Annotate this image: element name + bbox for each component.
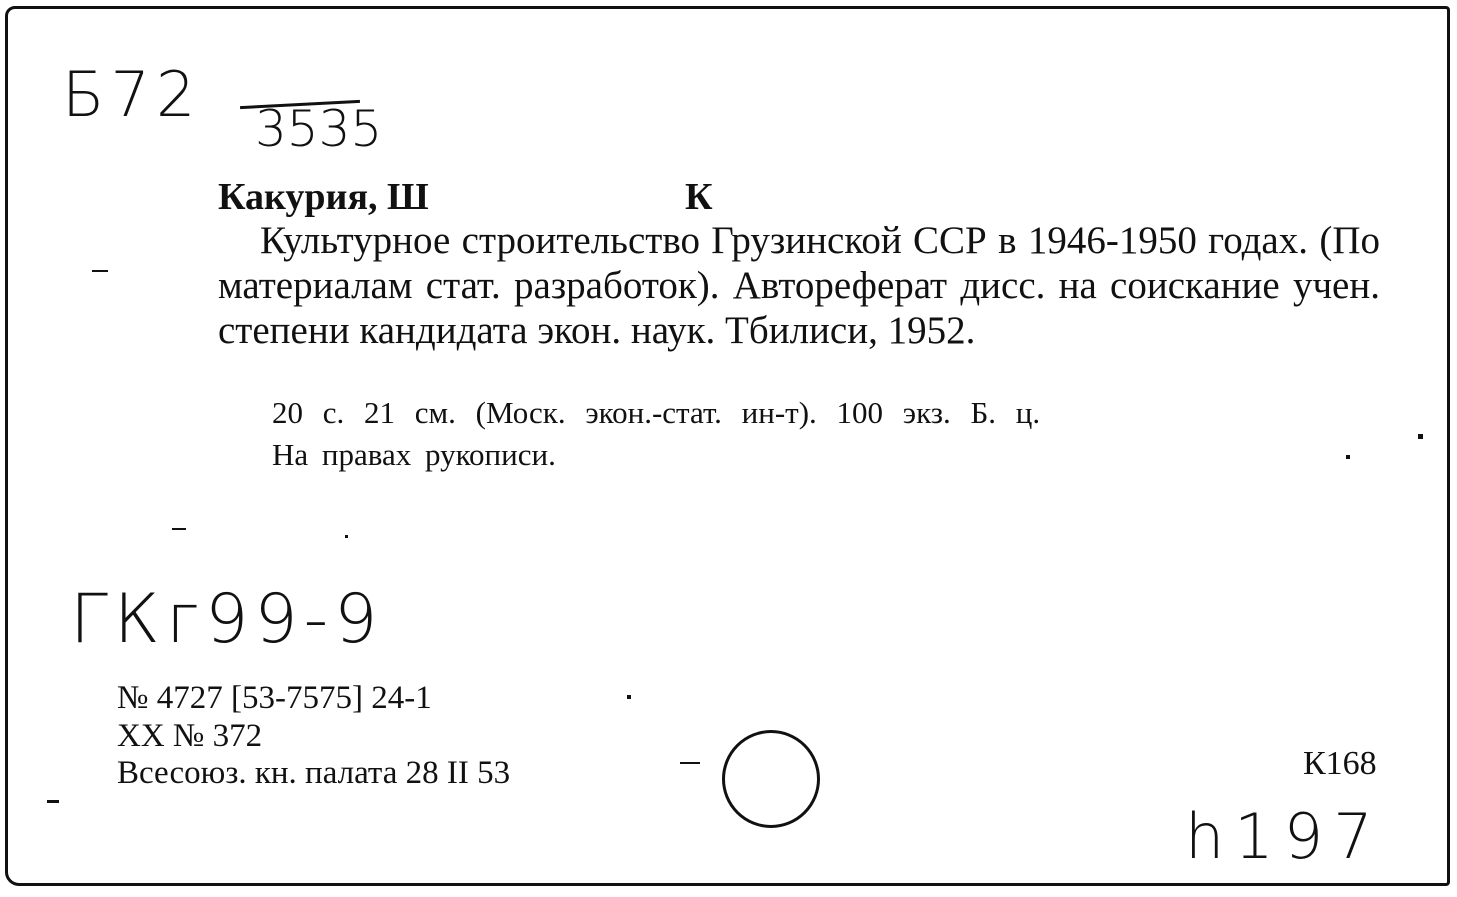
author-initial: К xyxy=(685,176,713,218)
shelf-mark-code: Б72 xyxy=(62,58,202,131)
catalog-code: К168 xyxy=(1303,745,1377,782)
speck xyxy=(172,528,186,530)
speck xyxy=(1346,455,1350,459)
speck xyxy=(92,270,108,272)
record-chamber: Всесоюз. кн. палата 28 II 53 xyxy=(117,755,511,791)
record-number: № 4727 [53-7575] 24-1 xyxy=(117,680,432,716)
author-name: Какурия, Ш xyxy=(218,176,429,218)
note: На правах рукописи. xyxy=(272,437,556,472)
title-text: Культурное строительство Грузинской ССР в 1946-1950 годах. (По материалам стат. разработок). Автореферат дисс. на соискание учен. степени кандидата экон. наук. Тбилиси, 1952. xyxy=(218,219,1380,352)
pages-handwritten: h197 xyxy=(1185,800,1383,873)
speck xyxy=(345,535,348,538)
speck xyxy=(1418,434,1423,439)
circle-stamp xyxy=(722,730,820,828)
speck xyxy=(47,800,59,803)
record-series: XX № 372 xyxy=(117,718,263,754)
shelf-mark-number: 3535 xyxy=(255,100,383,158)
title-block xyxy=(218,218,1380,353)
speck xyxy=(680,762,700,764)
physical-description: 20 с. 21 см. (Моск. экон.-стат. ин-т). 100 экз. Б. ц. xyxy=(272,395,1041,430)
inventory-handwritten: ГКг99-9 xyxy=(70,580,384,659)
speck xyxy=(627,695,631,699)
